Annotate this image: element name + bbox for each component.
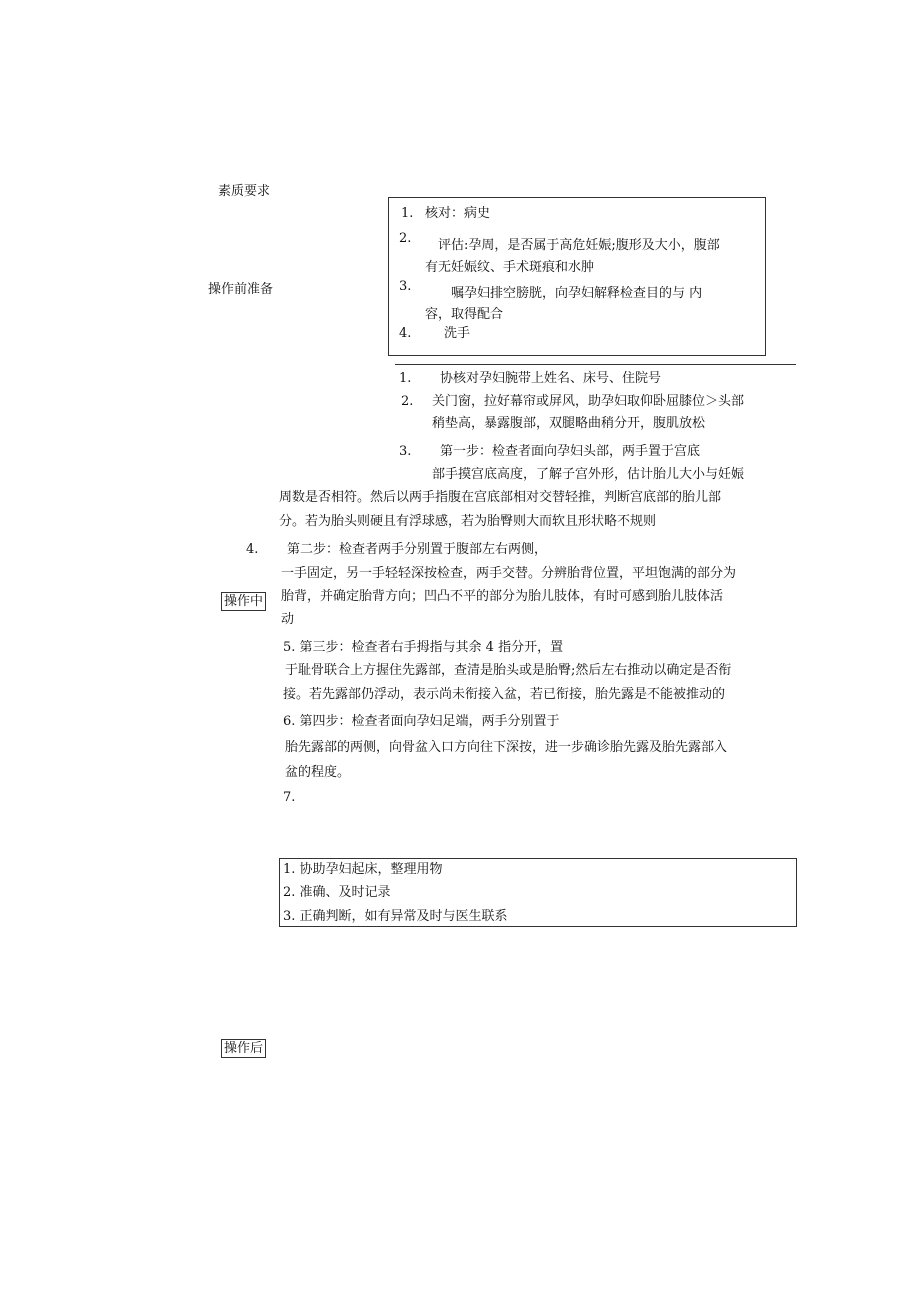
- step-5-line2: 于耻骨联合上方握住先露部，查清是胎头或是胎臀;然后左右推动以确定是否衔: [285, 663, 732, 678]
- label-quality-requirements: 素质要求: [218, 184, 271, 199]
- prep-item-1-number: 1.: [401, 206, 414, 221]
- step-4-line2: 一手固定，另一手轻轻深按检查，两手交替。分辨胎背位置，平坦饱满的部分为: [281, 566, 737, 581]
- step-4-line1: 第二步：检查者两手分别置于腹部左右两侧，: [287, 542, 548, 557]
- prep-item-1-text: 核对：病史: [425, 206, 491, 221]
- step-2-number: 2.: [401, 394, 414, 409]
- after-item-2: 2. 准确、及时记录: [283, 885, 391, 900]
- step-2-line2: 稍垫高，暴露腹部，双腿略曲稍分开，腹肌放松: [432, 416, 706, 431]
- step-5-line1: 5. 第三步：检查者右手拇指与其余 4 指分开，置: [283, 640, 564, 655]
- prep-item-2-line2: 有无妊娠纹、手术斑痕和水肿: [425, 260, 595, 275]
- label-preparation: 操作前准备: [208, 282, 274, 297]
- label-during-operation: 操作中: [221, 592, 266, 611]
- after-item-3: 3. 正确判断，如有异常及时与医生联系: [283, 909, 508, 924]
- step-3-number: 3.: [399, 444, 412, 459]
- section-divider: [395, 364, 796, 365]
- step-2-line1: 关门窗，拉好幕帘或屏风，助孕妇取仰卧屈膝位＞头部: [432, 394, 745, 409]
- prep-item-3-line1: 嘱孕妇排空膀胱，向孕妇解释检查目的与 内: [451, 286, 703, 301]
- step-6-line3: 盆的程度。: [285, 765, 351, 780]
- step-3-line3: 周数是否相符。然后以两手指腹在宫底部相对交替轻推，判断宫底部的胎儿部: [279, 490, 722, 505]
- step-1-text: 协核对孕妇腕带上姓名、床号、住院号: [440, 371, 662, 386]
- prep-item-3-number: 3.: [399, 279, 412, 294]
- step-5-line3: 接。若先露部仍浮动，表示尚未衔接入盆，若已衔接，胎先露是不能被推动的: [283, 687, 726, 702]
- prep-item-3-line2: 容，取得配合: [425, 307, 504, 322]
- prep-item-2-number: 2.: [399, 231, 412, 246]
- step-3-line2: 部手摸宫底高度，了解子宫外形，估计胎儿大小与妊娠: [432, 467, 745, 482]
- step-7-number: 7.: [283, 790, 296, 805]
- prep-item-4-text: 洗手: [444, 326, 471, 341]
- step-3-line1: 第一步：检查者面向孕妇头部，两手置于宫底: [440, 444, 701, 459]
- step-4-line4: 动: [281, 612, 295, 627]
- step-1-number: 1.: [399, 371, 412, 386]
- step-3-line4: 分。若为胎头则硬且有浮球感，若为胎臀则大而软且形状略不规则: [279, 514, 657, 529]
- label-after-operation: 操作后: [221, 1039, 266, 1058]
- prep-item-4-number: 4.: [399, 326, 412, 341]
- prep-item-2-line1: 评估:孕周，是否属于高危妊娠;腹形及大小，腹部: [438, 238, 720, 253]
- step-6-line1: 6. 第四步：检查者面向孕妇足端，两手分别置于: [283, 714, 560, 729]
- after-item-1: 1. 协助孕妇起床，整理用物: [283, 862, 443, 877]
- step-4-line3: 胎背，并确定胎背方向；凹凸不平的部分为胎儿肢体，有时可感到胎儿肢体活: [281, 589, 724, 604]
- step-6-line2: 胎先露部的两侧，向骨盆入口方向往下深按，进一步确诊胎先露及胎先露部入: [285, 740, 728, 755]
- step-4-number: 4.: [246, 542, 259, 557]
